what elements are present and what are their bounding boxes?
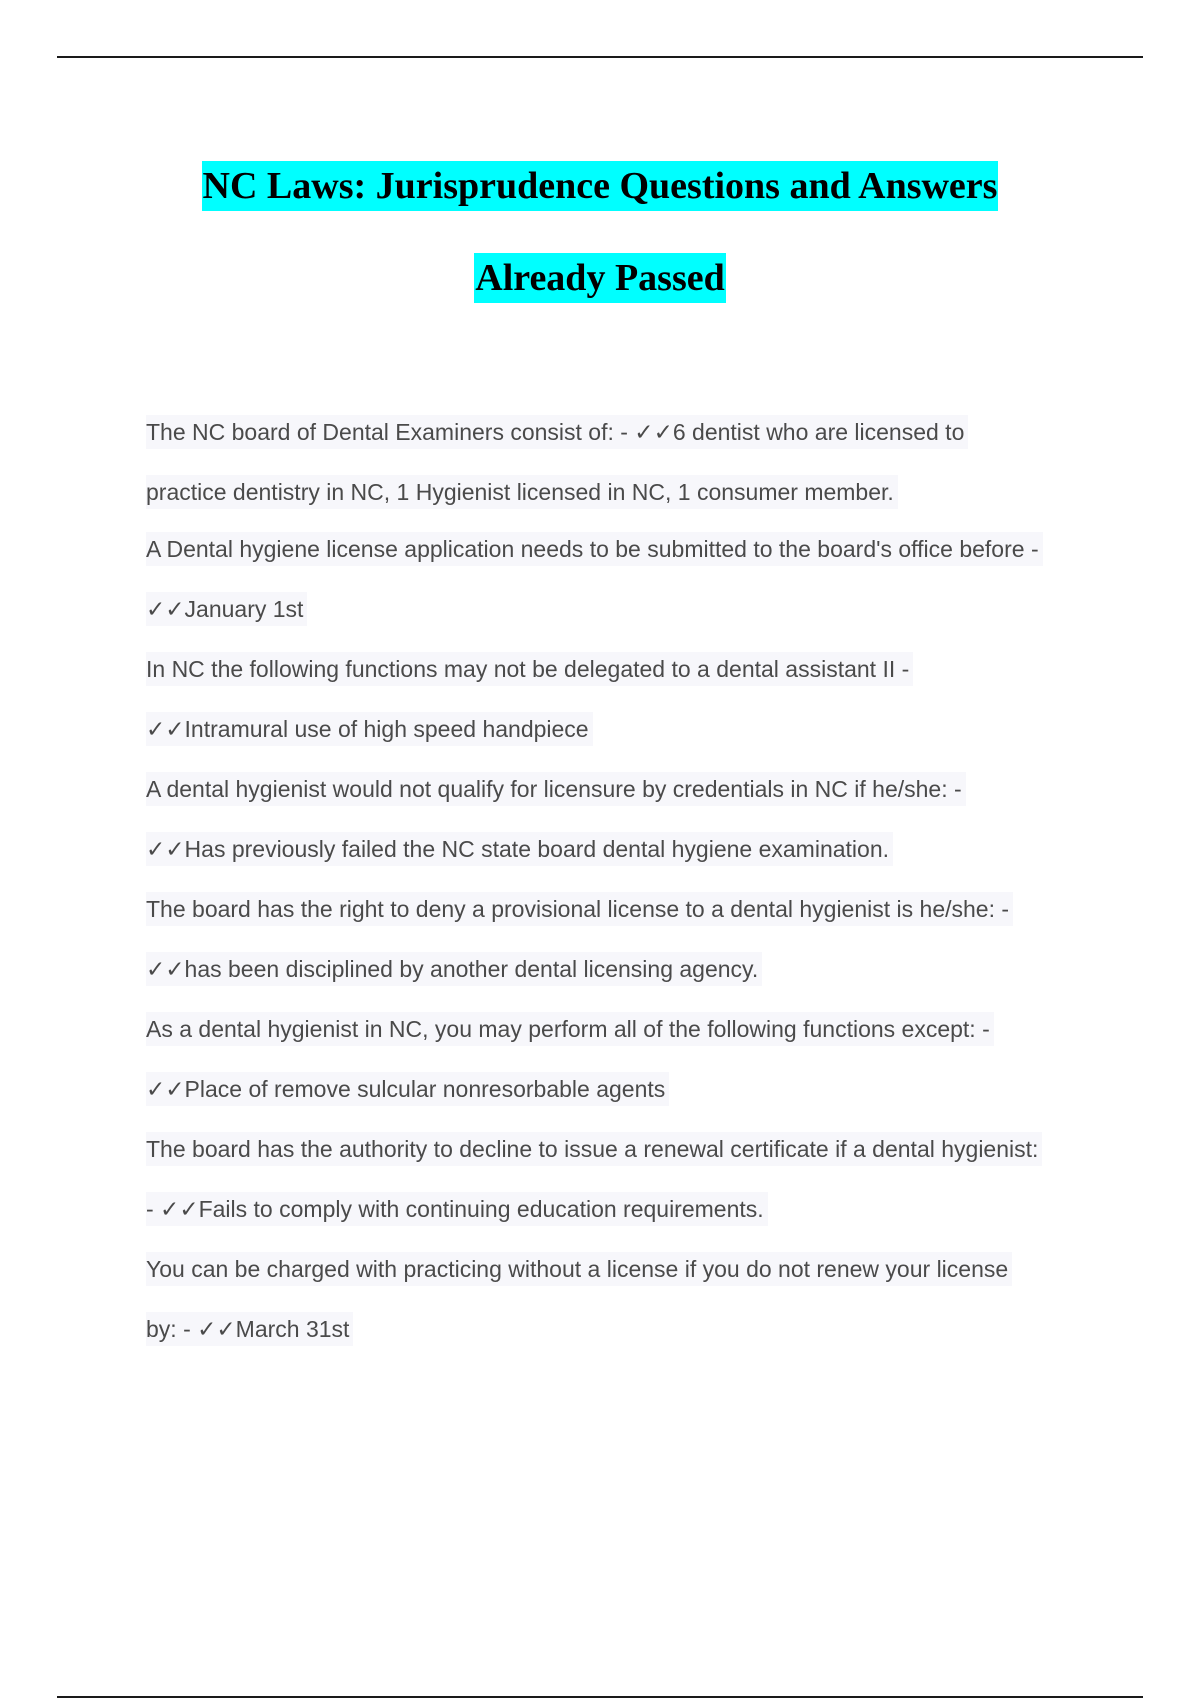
qa-line: A Dental hygiene license application needs to be submitted to the board's office before - [146, 524, 1096, 584]
document-title [0, 140, 1200, 324]
qa-line: The board has the authority to decline to issue a renewal certificate if a dental hygienist: [146, 1124, 1096, 1184]
bottom-rule [57, 1696, 1143, 1698]
title-line-2: Already Passed [0, 232, 1200, 324]
qa-line: ✓✓has been disciplined by another dental licensing agency. [146, 944, 1096, 1004]
qa-list [146, 407, 1096, 1364]
qa-line: ✓✓January 1st [146, 584, 1096, 644]
qa-line: You can be charged with practicing without a license if you do not renew your license [146, 1244, 1096, 1304]
qa-line: - ✓✓Fails to comply with continuing education requirements. [146, 1184, 1096, 1244]
qa-line: ✓✓Place of remove sulcular nonresorbable agents [146, 1064, 1096, 1124]
qa-line: As a dental hygienist in NC, you may perform all of the following functions except: - [146, 1004, 1096, 1064]
qa-line: by: - ✓✓March 31st [146, 1304, 1096, 1364]
qa-line: ✓✓Intramural use of high speed handpiece [146, 704, 1096, 764]
qa-line: ✓✓Has previously failed the NC state board dental hygiene examination. [146, 824, 1096, 884]
qa-line: The board has the right to deny a provisional license to a dental hygienist is he/she: - [146, 884, 1096, 944]
title-line-1: NC Laws: Jurisprudence Questions and Answers [0, 140, 1200, 232]
qa-line: In NC the following functions may not be delegated to a dental assistant II - [146, 644, 1096, 704]
top-rule [57, 56, 1143, 58]
qa-line: practice dentistry in NC, 1 Hygienist licensed in NC, 1 consumer member. [146, 467, 1096, 524]
qa-line: The NC board of Dental Examiners consist of: - ✓✓6 dentist who are licensed to [146, 407, 1096, 467]
qa-line: A dental hygienist would not qualify for licensure by credentials in NC if he/she: - [146, 764, 1096, 824]
